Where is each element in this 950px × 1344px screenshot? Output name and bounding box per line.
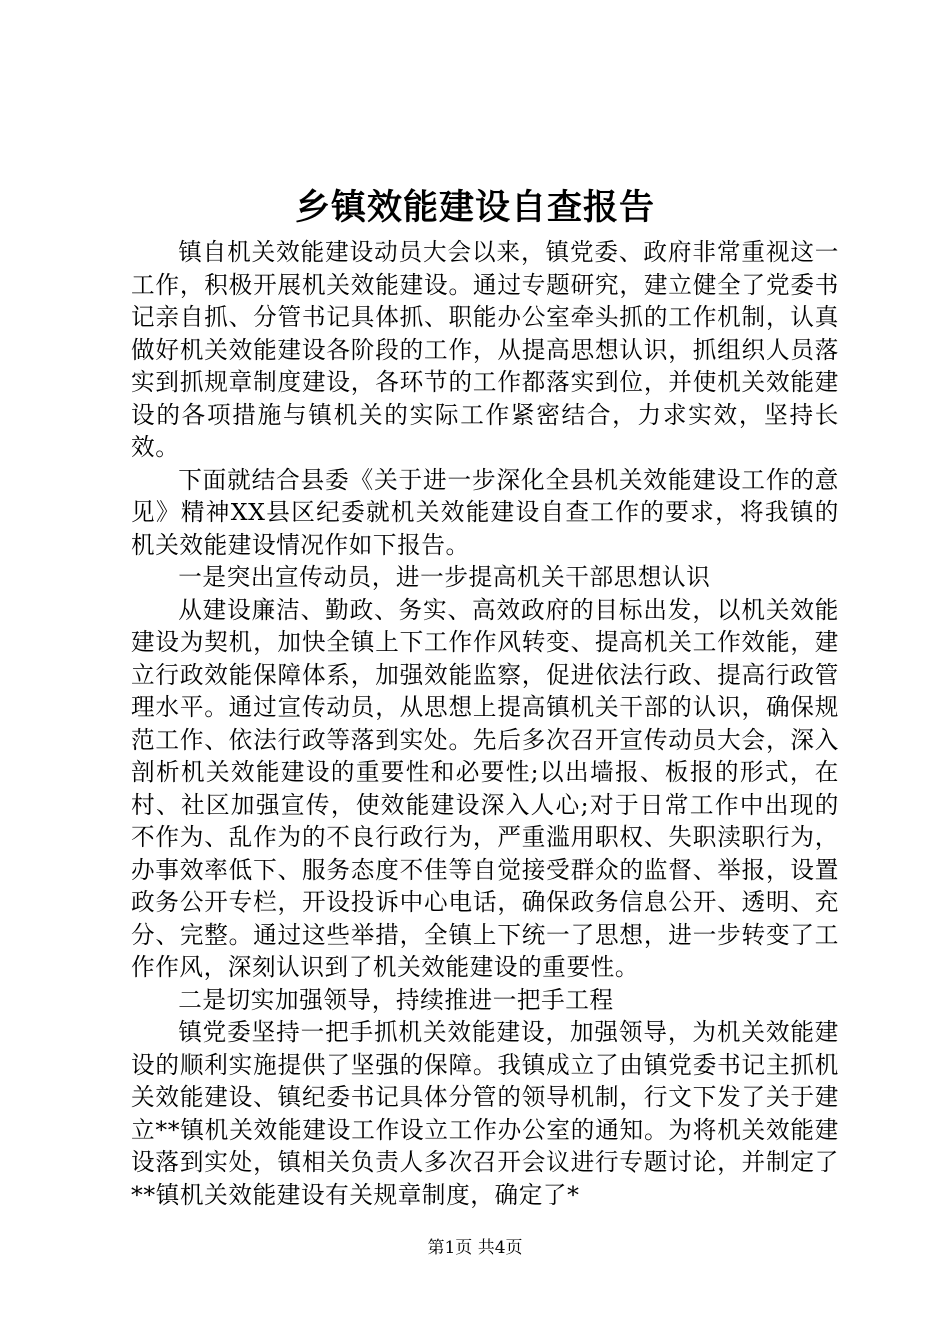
paragraph-report-basis: 下面就结合县委《关于进一步深化全县机关效能建设工作的意见》精神XX县区纪委就机关效能建设自查工作的要求，将我镇的机关效能建设情况作如下报告。 [131,465,839,559]
page-number-footer: 第1页 共4页 [427,1238,523,1258]
document-title: 乡镇效能建设自查报告 [294,187,655,228]
section-heading-1: 一是突出宣传动员，进一步提高机关干部思想认识 [178,563,711,591]
paragraph-intro: 镇自机关效能建设动员大会以来，镇党委、政府非常重视这一工作，积极开展机关效能建设。通过专题研究，建立健全了党委书记亲自抓、分管书记具体抓、职能办公室牵头抓的工作机制，认真做好机关效能建设各阶段的工作，从提高思想认识，抓组织人员落实到抓规章制度建设，各环节的工作都落实到位，并使机关效能建设的各项措施与镇机关的实际工作紧密结合，力求实效，坚持长效。 [131,238,839,461]
paragraph-section-1: 从建设廉洁、勤政、务实、高效政府的目标出发，以机关效能建设为契机，加快全镇上下工作作风转变、提高机关工作效能，建立行政效能保障体系，加强效能监察，促进依法行政、提高行政管理水平。通过宣传动员，从思想上提高镇机关干部的认识，确保规范工作、依法行政等落到实处。先后多次召开宣传动员大会，深入剖析机关效能建设的重要性和必要性;以出墙报、板报的形式，在村、社区加强宣传，使效能建设深入人心;对于日常工作中出现的不作为、乱作为的不良行政行为，严重滥用职权、失职渎职行为，办事效率低下、服务态度不佳等自觉接受群众的监督、举报，设置政务公开专栏，开设投诉中心电话，确保政务信息公开、透明、充分、完整。通过这些举措，全镇上下统一了思想，进一步转变了工作作风，深刻认识到了机关效能建设的重要性。 [131,595,839,981]
paragraph-section-2: 镇党委坚持一把手抓机关效能建设，加强领导，为机关效能建设的顺利实施提供了坚强的保障。我镇成立了由镇党委书记主抓机关效能建设、镇纪委书记具体分管的领导机制，行文下发了关于建立**镇机关效能建设工作设立工作办公室的通知。为将机关效能建设落到实处，镇相关负责人多次召开会议进行专题讨论，并制定了**镇机关效能建设有关规章制度，确定了* [131,1018,839,1209]
document-body [131,236,839,1211]
section-heading-2: 二是切实加强领导，持续推进一把手工程 [178,985,614,1014]
